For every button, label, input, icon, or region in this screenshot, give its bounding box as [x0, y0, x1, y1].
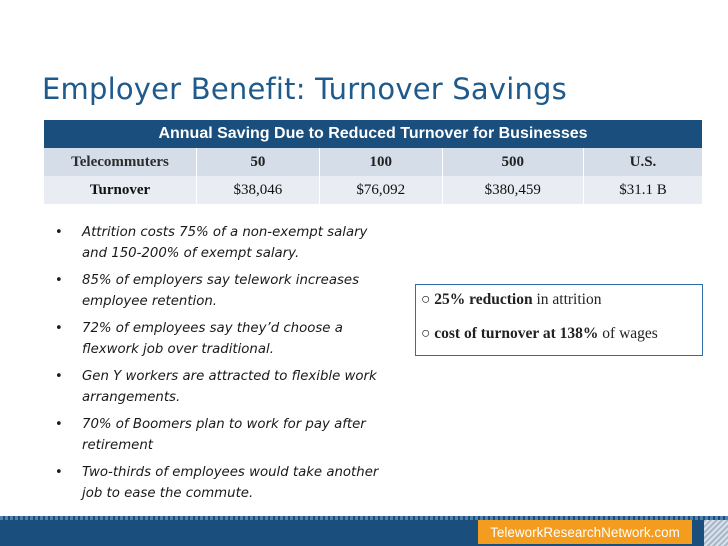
table-cell: $38,046 — [197, 176, 320, 204]
bullet-dot-icon: • — [55, 273, 63, 288]
bullet-item — [52, 366, 382, 408]
bullet-text: 85% of employers say telework increases employee retention. — [82, 273, 360, 309]
slide-title: Employer Benefit: Turnover Savings — [42, 72, 567, 106]
bullet-text: 70% of Boomers plan to work for pay after retirement — [82, 417, 366, 453]
circle-bullet-icon: ○ — [421, 291, 431, 308]
table-cell: 100 — [319, 148, 442, 176]
callout-box — [415, 284, 703, 356]
table-cell: 50 — [197, 148, 320, 176]
bullet-text: 72% of employees say they’d choose a flexwork job over traditional. — [82, 321, 343, 357]
bullet-item — [52, 414, 382, 456]
footer-pattern — [704, 520, 728, 546]
callout-text: of wages — [598, 325, 658, 342]
bullet-text: Attrition costs 75% of a non-exempt salary and 150-200% of exempt salary. — [82, 225, 368, 261]
bullet-list — [52, 222, 382, 510]
table-cell: 500 — [442, 148, 583, 176]
bullet-dot-icon: • — [55, 417, 63, 432]
bullet-dot-icon: • — [55, 225, 63, 240]
bullet-text: Gen Y workers are attracted to flexible work arrangements. — [82, 369, 377, 405]
callout-bold-text: 25% reduction — [434, 291, 533, 308]
table-row — [44, 176, 702, 204]
bullet-dot-icon: • — [55, 465, 63, 480]
circle-bullet-icon: ○ — [421, 325, 431, 342]
bullet-item — [52, 318, 382, 360]
website-link[interactable]: TeleworkResearchNetwork.com — [478, 520, 692, 544]
bullet-dot-icon: • — [55, 321, 63, 336]
table-cell: $31.1 B — [583, 176, 702, 204]
table-cell: Telecommuters — [44, 148, 197, 176]
bullet-text: Two-thirds of employees would take another job to ease the commute. — [82, 465, 379, 501]
table-caption: Annual Saving Due to Reduced Turnover for Businesses — [44, 120, 702, 148]
table-cell: Turnover — [44, 176, 197, 204]
table-cell: $380,459 — [442, 176, 583, 204]
bullet-item — [52, 222, 382, 264]
bullet-item — [52, 462, 382, 504]
turnover-table — [44, 148, 702, 204]
callout-line — [421, 291, 601, 309]
bullet-item — [52, 270, 382, 312]
table-header-row — [44, 148, 702, 176]
bullet-dot-icon: • — [55, 369, 63, 384]
callout-text: in attrition — [532, 291, 602, 308]
callout-line — [421, 325, 658, 343]
callout-bold-text: cost of turnover at 138% — [434, 325, 599, 342]
table-cell: U.S. — [583, 148, 702, 176]
table-cell: $76,092 — [319, 176, 442, 204]
